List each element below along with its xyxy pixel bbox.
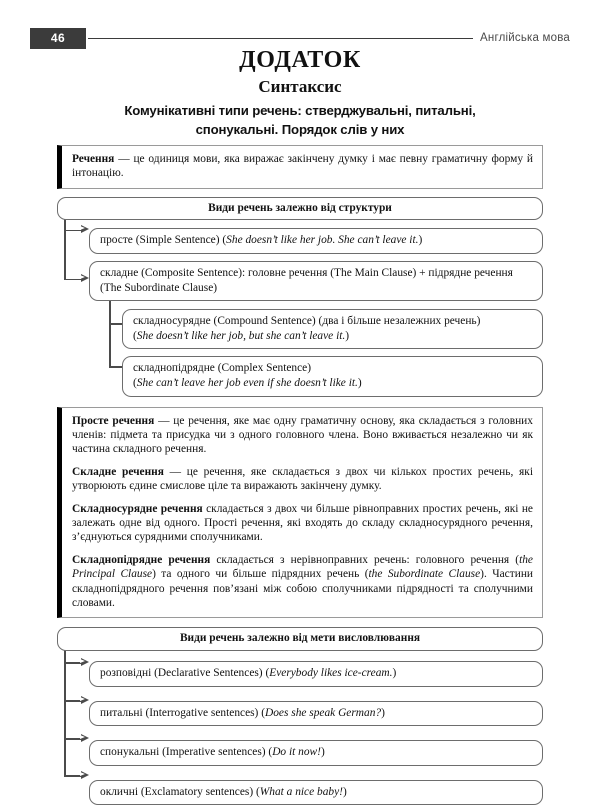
- purpose-item-exclamatory-example: What a nice baby!: [259, 785, 343, 798]
- explanation-composite: [72, 465, 533, 494]
- purpose-item-exclamatory: [89, 780, 543, 805]
- purpose-arrow-4: [81, 771, 89, 779]
- structure-item-row-simple: [57, 228, 543, 254]
- explanation-compound-text: складається з двох чи більше рівноправних простих речень, які не залежать одне від одного. Прості речення, які входять до складу складносурядного речення, з’єднуються сурядними сполучниками.: [72, 502, 533, 544]
- purpose-item-interrogative-label: питальні (Interrogative sentences) (: [100, 706, 265, 719]
- structure-tree: [57, 197, 543, 397]
- explanation-compound: [72, 502, 533, 545]
- header-rule: [88, 38, 473, 39]
- explanation-composite-term: Складне речення: [72, 465, 164, 478]
- purpose-item-declarative-label: розповідні (Declarative Sentences) (: [100, 667, 270, 680]
- explanation-composite-text: це речення, яке складається з двох чи кількох простих речень, які утворюють єдине смислове ціле та виражають закінчену думку.: [72, 465, 533, 493]
- purpose-item-imperative-example: Do it now!: [272, 746, 321, 759]
- purpose-item-declarative: [89, 661, 543, 687]
- definition-text: [72, 152, 533, 181]
- definition-term: Речення: [72, 153, 115, 165]
- structure-item-simple: [89, 228, 543, 254]
- structure-subitem-complex-example-line: [133, 376, 532, 391]
- purpose-item-interrogative-tail: ): [381, 706, 385, 719]
- explanation-complex: [72, 553, 533, 611]
- purpose-item-exclamatory-tail: ): [342, 785, 347, 798]
- explanation-simple-dash: —: [154, 414, 174, 427]
- purpose-item-interrogative-example: Does she speak German?: [265, 706, 382, 719]
- explanations-box: [57, 407, 543, 619]
- structure-subspur-2: [109, 366, 122, 368]
- explanation-complex-text-3: ). Частини складнопідрядного речення пов’язані між собою сполучниками підрядності та сполучними словами.: [72, 568, 534, 610]
- structure-item-row-composite: [57, 261, 543, 301]
- structure-subitem-complex: [122, 356, 543, 396]
- explanation-compound-term: Складносурядне речення: [72, 502, 203, 515]
- structure-subitem-complex-label: складнопідрядне (Complex Sentence): [133, 362, 312, 375]
- explanation-simple-term: Просте речення: [72, 414, 155, 427]
- structure-subitem-complex-example: She can’t leave her job even if she doesn’t like it.: [136, 376, 358, 389]
- explanation-simple-text: це речення, яке має одну граматичну основу, яка складається з головних членів: підмета та присудка чи з одного головного члена. Воно вживається незалежно чи як частина складного речення.: [72, 414, 533, 456]
- explanation-complex-text-1: складається з нерівноправних речень: головного речення (: [216, 553, 520, 566]
- subject-title: Англійська мова: [480, 32, 570, 44]
- structure-subtree: [57, 309, 543, 396]
- structure-subtrunk: [109, 301, 111, 367]
- purpose-item-declarative-example: Everybody likes ice-cream.: [269, 667, 393, 680]
- topic-heading: Комунікативні типи речень: стверджувальні, питальні, спонукальні. Порядок слів у них: [124, 103, 476, 137]
- page-content: [57, 145, 543, 805]
- structure-subitem-compound-label: складносурядне (Compound Sentence) (два і більше незалежних речень): [133, 315, 481, 328]
- structure-subitem-compound: [122, 309, 543, 349]
- structure-subspur-1: [109, 323, 122, 325]
- paren-close: ): [357, 376, 362, 389]
- definition-dash: —: [114, 153, 134, 165]
- explanation-complex-italic-2: the Subordinate Clause: [368, 568, 481, 581]
- paren-close: ): [345, 329, 350, 342]
- explanation-complex-term: Складнопідрядне речення: [72, 553, 211, 566]
- explanation-simple: [72, 414, 533, 457]
- definition-body: це одиниця мови, яка виражає закінчену думку і має певну граматичну форму й інтонацію.: [72, 153, 533, 180]
- purpose-tree: [57, 627, 543, 805]
- explanation-complex-text-2: ) та одного чи більше підрядних речень (: [152, 568, 369, 581]
- page-number-badge: 46: [30, 28, 86, 49]
- section-title: Синтаксис: [258, 77, 342, 96]
- purpose-item-exclamatory-label: окличні (Exclamatory sentences) (: [100, 785, 260, 798]
- paren-open: (: [133, 329, 137, 342]
- structure-tree-header: Види речень залежно від структури: [57, 197, 543, 221]
- purpose-item-declarative-tail: ): [392, 667, 397, 680]
- structure-subitem-compound-example-line: [133, 329, 532, 344]
- purpose-item-row-imperative: [57, 740, 543, 766]
- page-title: ДОДАТОК: [239, 47, 361, 73]
- structure-item-composite-label: складне (Composite Sentence): головне речення (The Main Clause) + підрядне речення (The Subordinate Clause): [100, 267, 513, 294]
- purpose-spur-4: [64, 775, 81, 777]
- explanation-complex-italic-1: the Principal Clause: [72, 553, 533, 581]
- structure-item-composite: [89, 261, 543, 301]
- paren-open: (: [133, 376, 137, 389]
- purpose-item-row-interrogative: [57, 701, 543, 727]
- purpose-item-row-declarative: [57, 661, 543, 687]
- structure-item-simple-tail: ): [418, 234, 423, 247]
- purpose-item-row-exclamatory: [57, 780, 543, 805]
- purpose-item-imperative: [89, 740, 543, 766]
- structure-item-simple-example: She doesn’t like her job. She can’t leave it.: [226, 234, 419, 247]
- structure-item-simple-label: просте (Simple Sentence) (: [100, 234, 227, 247]
- purpose-item-imperative-tail: ): [320, 746, 325, 759]
- purpose-tree-header: Види речень залежно від мети висловлювання: [57, 627, 543, 651]
- purpose-item-imperative-label: спонукальні (Imperative sentences) (: [100, 746, 273, 759]
- explanation-composite-dash: —: [163, 465, 187, 478]
- purpose-item-interrogative: [89, 701, 543, 727]
- structure-subitem-compound-example: She doesn’t like her job, but she can’t leave it.: [136, 329, 346, 342]
- definition-box-sentence: [57, 145, 543, 189]
